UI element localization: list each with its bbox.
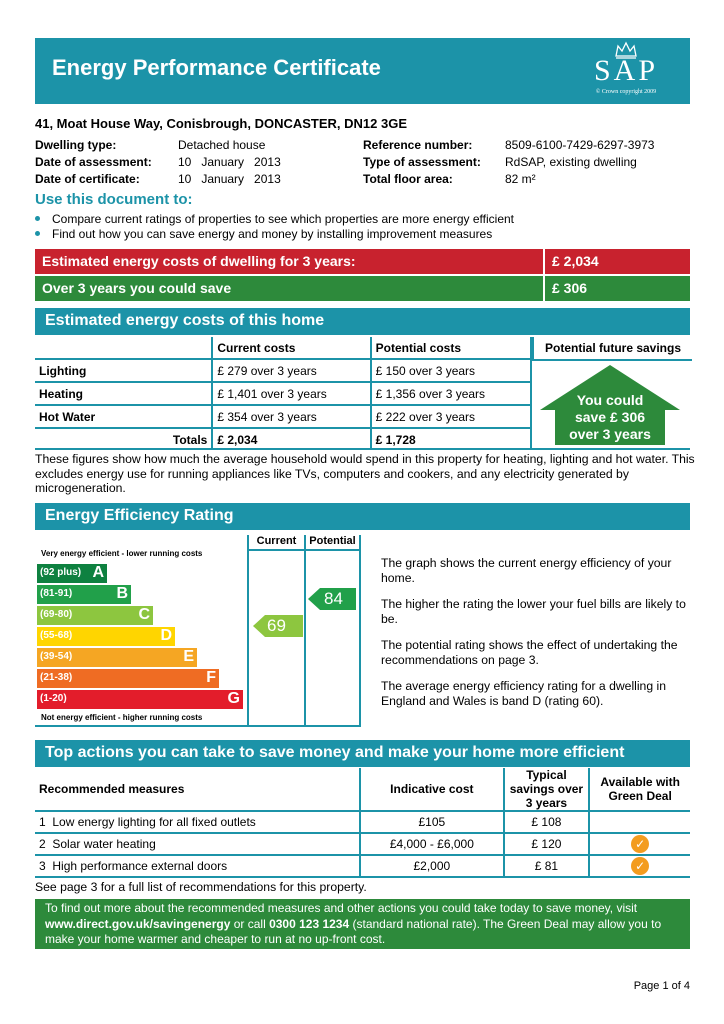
band-letter: E	[183, 648, 194, 665]
bullet-dot-icon	[35, 216, 40, 221]
costs-section-heading: Estimated energy costs of this home	[35, 308, 690, 335]
divider	[35, 725, 361, 727]
table-header-row	[35, 768, 690, 811]
measure-name: Solar water heating	[52, 837, 156, 851]
rating-band-g	[37, 690, 243, 709]
rating-band-f	[37, 669, 219, 688]
divider	[247, 549, 361, 551]
col-potential: Potential	[309, 535, 356, 547]
measure-cost: £4,000 - £6,000	[360, 833, 503, 855]
green-deal-cell	[589, 833, 690, 855]
green-deal-cell	[589, 811, 690, 833]
band-letter: C	[138, 606, 150, 623]
type-assessment-label: Type of assessment:	[363, 155, 481, 169]
measure-savings: £ 120	[504, 833, 590, 855]
actions-section-heading: Top actions you can take to save money and make your home more efficient	[35, 740, 690, 767]
rating-paragraph: The graph shows the current energy efficiency of your home.	[381, 556, 672, 585]
certificate-header	[35, 38, 690, 104]
rating-paragraph: The average energy efficiency rating for a dwelling in England and Wales is band D (rating 60).	[381, 679, 666, 708]
date-certificate-label: Date of certificate:	[35, 172, 140, 186]
totals-row	[35, 428, 530, 450]
divider	[543, 276, 545, 301]
measure-cost: £2,000	[360, 855, 503, 877]
efficiency-chart	[35, 535, 361, 727]
bullet-item: Compare current ratings of properties to see which properties are more energy efficient	[35, 212, 514, 226]
savings-line-2: save £ 306	[574, 409, 646, 425]
measure-name: Low energy lighting for all fixed outlets	[52, 815, 256, 829]
potential-cost: £ 150 over 3 years	[371, 359, 530, 382]
date-certificate-value: 10 January 2013	[178, 172, 281, 186]
band-letter: B	[116, 585, 128, 602]
table-row	[35, 405, 530, 428]
band-letter: D	[160, 627, 172, 644]
band-range: (92 plus)	[40, 567, 82, 578]
rating-band-c	[37, 606, 153, 625]
reference-value: 8509-6100-7429-6297-3973	[505, 138, 655, 152]
divider	[35, 448, 690, 450]
savings-label: Over 3 years you could save	[42, 280, 232, 296]
totals-current: £ 2,034	[212, 428, 370, 450]
row-label: Heating	[35, 382, 212, 405]
rating-band-d	[37, 627, 175, 646]
band-range: (69-80)	[40, 609, 73, 620]
bottom-note: Not energy efficient - higher running costs	[41, 713, 203, 722]
col-future-savings: Potential future savings	[532, 337, 692, 361]
measure-savings: £ 108	[504, 811, 590, 833]
potential-cost: £ 1,356 over 3 years	[371, 382, 530, 405]
totals-potential: £ 1,728	[375, 432, 416, 447]
measure-savings: £ 81	[504, 855, 590, 877]
dwelling-type-label: Dwelling type:	[35, 138, 117, 152]
potential-rating-marker	[308, 588, 356, 610]
bullet-item: Find out how you can save energy and money by installing improvement measures	[35, 227, 492, 241]
savings-bar	[35, 276, 690, 301]
floor-area-label: Total floor area:	[363, 172, 453, 186]
rating-section-heading: Energy Efficiency Rating	[35, 503, 690, 530]
savings-value: £ 306	[552, 280, 588, 296]
sap-copyright: © Crown copyright 2009	[595, 89, 657, 95]
rating-explanation	[381, 556, 691, 720]
green-deal-cell	[589, 855, 690, 877]
estimated-cost-bar	[35, 249, 690, 274]
table-row: 3 High performance external doors £2,000 £ 81 ✓	[35, 855, 690, 877]
divider	[543, 249, 545, 274]
rating-paragraph: The potential rating shows the effect of undertaking the recommendations on page 3.	[381, 638, 678, 667]
estimated-cost-label: Estimated energy costs of dwelling for 3 years:	[42, 253, 356, 269]
band-letter: F	[206, 669, 216, 686]
table-header-row	[35, 337, 530, 359]
date-assessment-label: Date of assessment:	[35, 155, 152, 169]
measure-cost: £105	[360, 811, 503, 833]
potential-cost: £ 222 over 3 years	[371, 405, 530, 428]
divider	[247, 535, 249, 727]
see-page-note: See page 3 for a full list of recommendations for this property.	[35, 880, 367, 894]
savings-arrow	[540, 365, 680, 445]
band-range: (21-38)	[40, 672, 73, 683]
table-row	[35, 359, 530, 382]
band-range: (39-54)	[40, 651, 73, 662]
type-assessment-value: RdSAP, existing dwelling	[505, 155, 637, 169]
table-row: 1 Low energy lighting for all fixed outlets £105 £ 108	[35, 811, 690, 833]
current-cost: £ 354 over 3 years	[212, 405, 370, 428]
use-document-heading: Use this document to:	[35, 191, 193, 208]
checkmark-icon: ✓	[631, 857, 649, 875]
date-assessment-value: 10 January 2013	[178, 155, 281, 169]
costs-table	[35, 337, 530, 450]
current-rating-value: 69	[267, 616, 286, 635]
estimated-cost-value: £ 2,034	[552, 253, 599, 269]
find-out-more-box: To find out more about the recommended measures and other actions you could take today to save money, visit www.direct.gov.uk/savingenergy or call 0300 123 1234 (standard national rate). The Green Deal may allow you to make your home warmer and cheaper to run at no up-front cost.	[35, 899, 690, 949]
col-measures: Recommended measures	[35, 768, 360, 811]
property-address: 41, Moat House Way, Conisbrough, DONCASTER, DN12 3GE	[35, 116, 407, 131]
rating-band-e	[37, 648, 197, 667]
dwelling-type-value: Detached house	[178, 138, 266, 152]
band-range: (81-91)	[40, 588, 73, 599]
current-cost: £ 1,401 over 3 years	[212, 382, 370, 405]
col-cost: Indicative cost	[360, 768, 503, 811]
top-note: Very energy efficient - lower running costs	[41, 549, 203, 558]
table-row	[35, 382, 530, 405]
col-current-costs: Current costs	[212, 337, 370, 359]
col-green-deal: Available with Green Deal	[589, 768, 690, 811]
checkmark-icon: ✓	[631, 835, 649, 853]
row-label: Lighting	[35, 359, 212, 382]
divider	[359, 535, 361, 727]
savingenergy-link[interactable]: www.direct.gov.uk/savingenergy	[45, 916, 231, 931]
current-rating-marker	[253, 615, 303, 637]
potential-rating-value: 84	[324, 589, 343, 608]
col-current: Current	[256, 535, 297, 547]
rating-paragraph: The higher the rating the lower your fuel bills are likely to be.	[381, 597, 686, 626]
col-potential-costs: Potential costs	[371, 337, 530, 359]
current-cost: £ 279 over 3 years	[212, 359, 370, 382]
sap-logo-letters: SAP	[593, 54, 659, 87]
floor-area-value: 82 m²	[505, 172, 536, 186]
savings-line-3: over 3 years	[569, 426, 651, 442]
bullet-dot-icon	[35, 231, 40, 236]
col-savings: Typical savings over 3 years	[504, 768, 590, 811]
page-title: Energy Performance Certificate	[52, 55, 381, 80]
totals-label: Totals	[35, 428, 212, 450]
measure-name: High performance external doors	[52, 859, 228, 873]
band-letter: G	[227, 690, 240, 707]
row-label: Hot Water	[35, 405, 212, 428]
savings-line-1: You could	[576, 392, 644, 408]
figures-explanation: These figures show how much the average household would spend in this property for heating, lighting and hot water. This excludes energy use for running appliances like TVs, computers and cookers, and any electricity generated by microgeneration.	[35, 452, 695, 495]
reference-label: Reference number:	[363, 138, 473, 152]
sap-logo	[576, 40, 676, 100]
band-range: (1-20)	[40, 693, 67, 704]
band-range: (55-68)	[40, 630, 73, 641]
rating-band-a	[37, 564, 107, 583]
phone-number: 0300 123 1234	[269, 916, 350, 931]
rating-band-b	[37, 585, 131, 604]
page-number: Page 1 of 4	[633, 980, 690, 992]
band-letter: A	[92, 564, 104, 581]
divider	[304, 535, 306, 727]
actions-table	[35, 768, 690, 878]
table-row: 2 Solar water heating £4,000 - £6,000 £ 120 ✓	[35, 833, 690, 855]
